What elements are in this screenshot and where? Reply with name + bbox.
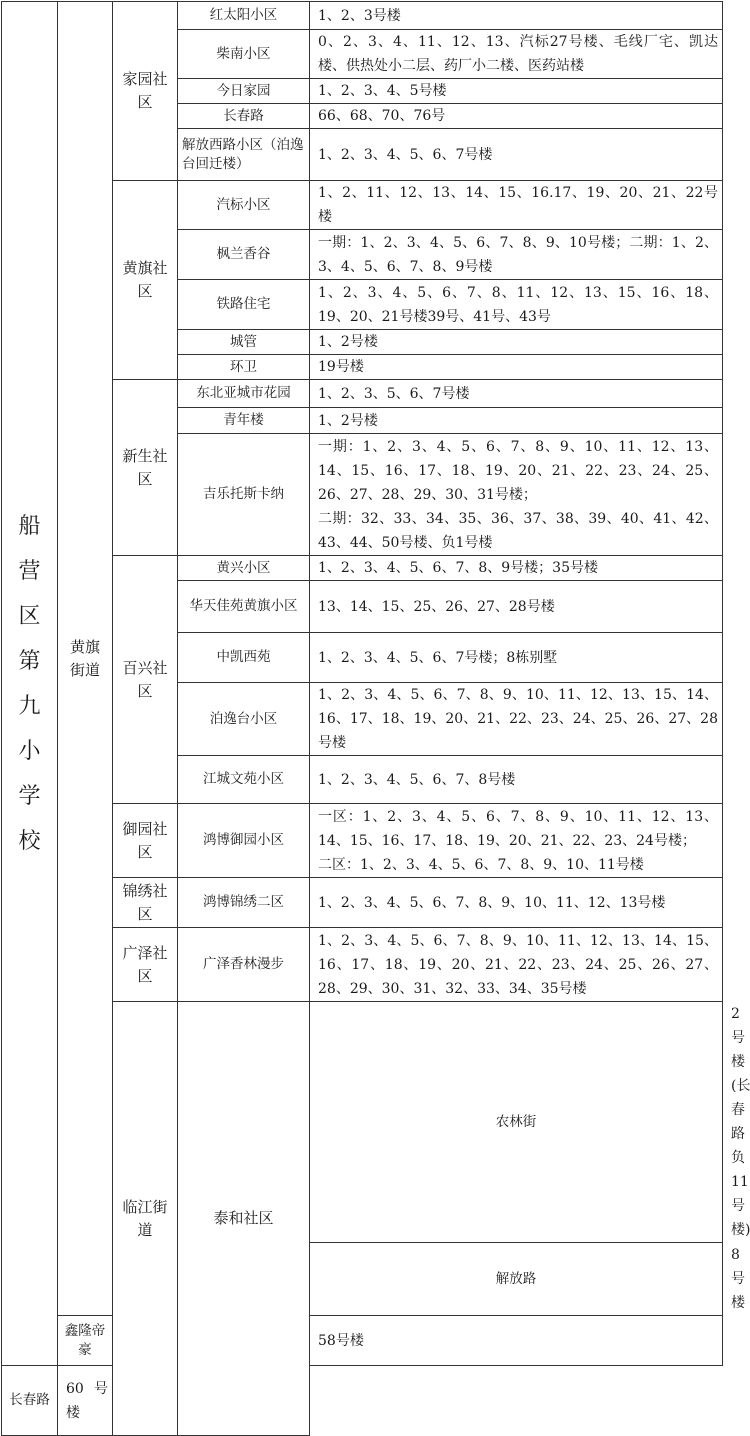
area-cell: 农林街 [310,1002,723,1243]
area-cell: 柴南小区 [178,30,310,79]
buildings-cell: 1、2、3、5、6、7号楼 [310,380,723,408]
buildings-cell: 1、2、11、12、13、14、15、16.17、19、20、21、22号楼 [310,181,723,230]
area-cell: 汽标小区 [178,181,310,230]
buildings-zone-1: 一区：1、2、3、4、5、6、7、8、9、10、11、12、13、14、15、16、17、18、19、20、21、22、23、24号楼； [318,808,718,849]
area-cell: 长春路 [178,104,310,129]
school-district-table [1,1,750,1436]
buildings-cell: 66、68、70、76号 [310,104,723,129]
school-name-char: 营 [18,558,41,584]
area-cell: 鸿博御园小区 [178,804,310,878]
street-cell: 临江街道 [113,1002,178,1436]
community-cell: 新生社区 [113,380,178,556]
area-cell: 广泽香林漫步 [178,928,310,1002]
community-cell: 御园社区 [113,804,178,878]
buildings-cell: 0、2、3、4、11、12、13、汽标27号楼、毛线厂宅、凯达楼、供热处小二层、药厂小二楼、医药站楼 [310,30,723,79]
area-cell: 解放路 [310,1243,723,1316]
community-cell: 黄旗社区 [113,181,178,380]
area-cell: 枫兰香谷 [178,230,310,280]
buildings-cell: 58号楼 [310,1316,723,1366]
buildings-cell: 1、2号楼 [310,330,723,355]
area-cell: 解放西路小区（泊逸台回迁楼） [178,129,310,181]
area-cell: 鑫隆帝豪 [58,1316,113,1366]
buildings-cell: 1、2、3、4、5、6、7、8、9号楼；35号楼 [310,556,723,581]
buildings-cell: 1、2、3、4、5、6、7、8、9、10、11、12、13、14、15、16、17、18、19、20、21、22、23、24、25、26、27、28、29、30、31、32、33、34、35号楼 [310,928,723,1002]
buildings-cell: 13、14、15、25、26、27、28号楼 [310,581,723,633]
school-name-char: 九 [18,693,41,719]
area-cell: 江城文苑小区 [178,756,310,804]
buildings-cell: 1、2、3、4、5号楼 [310,79,723,104]
buildings-cell: 1、2、3、4、5、6、7、8、11、12、13、15、16、18、19、20、21号楼39号、41号、43号 [310,280,723,330]
school-name [2,504,57,864]
table-row: 解放路 8号楼 [2,1243,723,1316]
buildings-cell: 60号楼 [58,1366,113,1436]
buildings-phase-1: 一期：1、2、3、4、5、6、7、8、9、10、11、12、13、14、15、16、17、18、19、20、21、22、23、24、25、26、27、28、29、30、31号楼； [318,438,718,503]
area-cell: 青年楼 [178,408,310,434]
buildings-cell: 19号楼 [310,355,723,380]
area-cell: 环卫 [178,355,310,380]
area-cell: 今日家园 [178,79,310,104]
table-row [2,2,723,30]
community-cell: 百兴社区 [113,556,178,804]
table-row [2,1366,723,1436]
community-cell: 泰和社区 [178,1002,310,1436]
school-name-cell [2,2,58,1366]
buildings-cell: 1、2、3、4、5、6、7号楼；8栋别墅 [310,633,723,683]
community-cell: 广泽社区 [113,928,178,1002]
street-cell: 黄旗街道 [58,2,113,1316]
table-row [2,1316,723,1366]
school-name-char: 船 [18,513,41,539]
school-name-char: 学 [18,783,41,809]
buildings-cell: 1、2、3号楼 [310,2,723,30]
area-cell: 铁路住宅 [178,280,310,330]
buildings-cell: 1、2、3、4、5、6、7号楼 [310,129,723,181]
buildings-cell: 一期：1、2、3、4、5、6、7、8、9、10号楼；二期：1、2、3、4、5、6、7、8、9号楼 [310,230,723,280]
area-cell: 长春路 [2,1366,58,1436]
area-cell: 中凯西苑 [178,633,310,683]
area-cell: 红太阳小区 [178,2,310,30]
area-cell: 吉乐托斯卡纳 [178,434,310,556]
community-cell: 锦绣社区 [113,878,178,928]
area-cell: 鸿博锦绣二区 [178,878,310,928]
buildings-cell [310,804,723,878]
school-name-char: 区 [18,603,41,629]
area-cell: 城管 [178,330,310,355]
school-name-char: 校 [18,828,41,854]
buildings-cell: 1、2、3、4、5、6、7、8、9、10、11、12、13、15、14、16、17、18、19、20、21、22、23、24、25、26、27、28号楼 [310,683,723,756]
buildings-cell: 1、2号楼 [310,408,723,434]
buildings-zone-2: 二区：1、2、3、4、5、6、7、8、9、10、11号楼 [318,856,644,873]
buildings-cell [310,434,723,556]
area-cell: 泊逸台小区 [178,683,310,756]
school-name-char: 第 [18,648,41,674]
area-cell: 东北亚城市花园 [178,380,310,408]
school-name-char: 小 [18,738,41,764]
buildings-phase-2: 二期：32、33、34、35、36、37、38、39、40、41、42、43、44、50号楼、负1号楼 [318,510,718,551]
table-row: 临江街道 泰和社区 农林街 2号楼(长春路负11号楼) [2,1002,723,1243]
community-cell: 家园社区 [113,2,178,181]
buildings-cell: 1、2、3、4、5、6、7、8号楼 [310,756,723,804]
area-cell: 黄兴小区 [178,556,310,581]
area-cell: 华天佳苑黄旗小区 [178,581,310,633]
buildings-cell: 1、2、3、4、5、6、7、8、9、10、11、12、13号楼 [310,878,723,928]
